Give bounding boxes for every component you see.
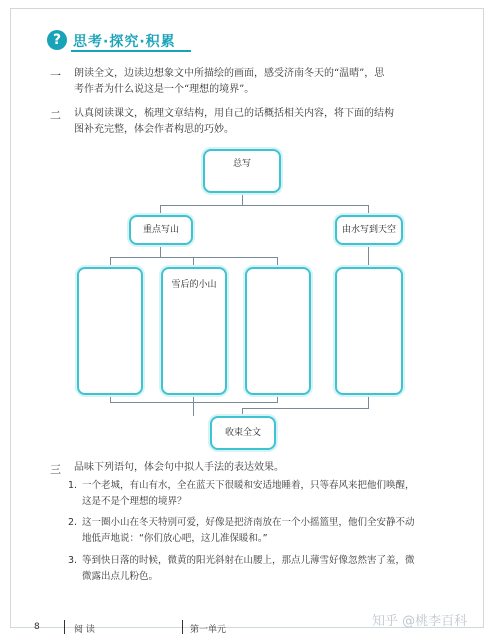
connector-to-bottom bbox=[242, 408, 243, 416]
sub-question-1-line-1: 一个老城，有山有水，全在蓝天下很暖和安适地睡着，只等春风来把他们唤醒， bbox=[82, 480, 415, 491]
connector-right-down bbox=[368, 245, 369, 267]
diagram-box-left: 重点写山 bbox=[129, 215, 193, 245]
connector-top-horizontal bbox=[160, 205, 369, 206]
sub-question-2-line-1: 这一圈小山在冬天特别可爱，好像是把济南放在一个小摇篮里，他们全安静不动 bbox=[82, 517, 415, 528]
footer-page-number: 8 bbox=[34, 622, 40, 632]
sub-question-1-text bbox=[82, 478, 415, 510]
sub-question-3-text bbox=[82, 553, 415, 585]
diagram-box-bottom: 收束全文 bbox=[210, 416, 276, 450]
connector-leaf-1-up bbox=[110, 395, 111, 402]
connector-to-leaf-3 bbox=[277, 257, 278, 267]
sub-question-3-number: 3. bbox=[68, 555, 78, 566]
footer-divider-left bbox=[64, 620, 65, 634]
footer-divider-right bbox=[182, 620, 183, 634]
sub-question-1 bbox=[68, 478, 448, 510]
watermark: 知乎 @桃李百科 bbox=[372, 614, 468, 629]
question-1-text bbox=[74, 66, 444, 98]
connector-left-to-bottom bbox=[193, 402, 194, 416]
sub-question-2-line-2: 地低声地说：“你们放心吧，这儿准保暖和。” bbox=[82, 533, 268, 544]
question-3-number: 三 bbox=[50, 463, 61, 476]
sub-question-1-number: 1. bbox=[68, 480, 78, 491]
question-2-text bbox=[74, 106, 444, 138]
connector-leaf-3-up bbox=[277, 395, 278, 402]
diagram-leaf-3-blank[interactable] bbox=[245, 267, 311, 395]
question-1-number: 一 bbox=[50, 69, 61, 82]
question-2-number: 二 bbox=[50, 109, 61, 122]
section-title: 思考·探究·积累 bbox=[73, 34, 176, 50]
connector-to-left bbox=[160, 205, 161, 215]
sub-question-3-line-2: 微露出点儿粉色。 bbox=[82, 571, 159, 582]
sub-question-3 bbox=[68, 553, 448, 585]
connector-to-right bbox=[368, 205, 369, 215]
connector-leaves-horizontal bbox=[110, 257, 278, 258]
connector-left-down bbox=[160, 245, 161, 257]
diagram-leaf-2: 雪后的小山 bbox=[161, 267, 227, 395]
diagram-leaf-1-blank[interactable] bbox=[77, 267, 143, 395]
sub-question-3-line-1: 等到快日落的时候，微黄的阳光斜射在山腰上，那点儿薄雪好像忽然害了羞，微 bbox=[82, 555, 415, 566]
question-2-line-2: 图补充完整，体会作者构思的巧妙。 bbox=[74, 124, 234, 135]
sub-question-2 bbox=[68, 515, 448, 547]
question-1-line-2: 考作者为什么说这是一个“理想的境界”。 bbox=[74, 84, 255, 95]
diagram-right-child-blank[interactable] bbox=[335, 267, 403, 395]
question-circle-icon: ? bbox=[47, 30, 67, 50]
section-underline bbox=[71, 50, 191, 52]
connector-to-leaf-1 bbox=[110, 257, 111, 267]
question-2-line-1: 认真阅读课文，梳理文章结构，用自己的话概括相关内容，将下面的结构 bbox=[74, 108, 394, 119]
connector-to-leaf-2 bbox=[193, 257, 194, 267]
question-1-line-1: 朗读全文，边读边想象文中所描绘的画面，感受济南冬天的“温晴”，思 bbox=[74, 68, 385, 79]
connector-right-horizontal bbox=[242, 408, 369, 409]
sub-question-2-number: 2. bbox=[68, 517, 78, 528]
sub-question-2-text bbox=[82, 515, 415, 547]
connector-right-up bbox=[368, 395, 369, 408]
question-3-text: 品味下列语句，体会句中拟人手法的表达效果。 bbox=[74, 462, 284, 473]
connector-leaf-2-up bbox=[193, 395, 194, 402]
diagram-box-top: 总写 bbox=[203, 149, 281, 193]
connector-bottom-horizontal bbox=[110, 402, 278, 403]
footer-section-name: 阅 读 bbox=[74, 625, 95, 635]
connector-top-down bbox=[242, 193, 243, 205]
diagram-box-right: 由水写到天空 bbox=[335, 215, 403, 245]
sub-question-1-line-2: 这是不是个理想的境界？ bbox=[82, 496, 187, 507]
footer-unit-name: 第一单元 bbox=[190, 625, 227, 635]
